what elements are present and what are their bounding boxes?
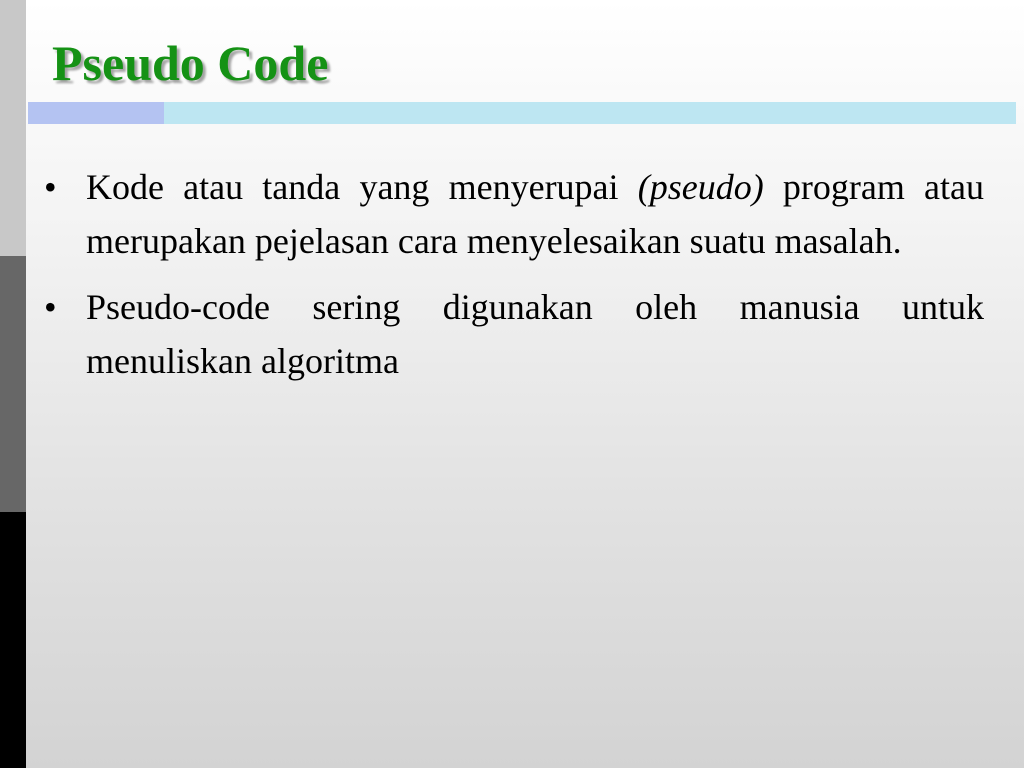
bullet-icon: [44, 160, 74, 214]
bullet-text: Pseudo-code sering digunakan oleh manusia untuk menuliskan algoritma: [86, 287, 984, 381]
bullet-text-part: program atau merupakan pejelasan cara menyelesaikan suatu masalah.: [86, 167, 984, 261]
bullet-list: [44, 160, 984, 400]
slide-title: Pseudo Code: [52, 35, 329, 91]
bullet-emphasis-text: (pseudo): [637, 167, 764, 207]
bullet-item-definition: [44, 160, 984, 268]
left-decorative-strip: [0, 0, 26, 768]
bullet-item-usage: [44, 280, 984, 388]
bullet-text-part: Kode atau tanda yang menyerupai: [86, 167, 638, 207]
strip-middle-segment: [0, 256, 26, 512]
title-bar-accent: [28, 102, 164, 124]
strip-bottom-segment: [0, 512, 26, 768]
strip-top-segment: [0, 0, 26, 256]
bullet-icon: [44, 280, 74, 334]
title-underline-bar: [28, 102, 1016, 124]
